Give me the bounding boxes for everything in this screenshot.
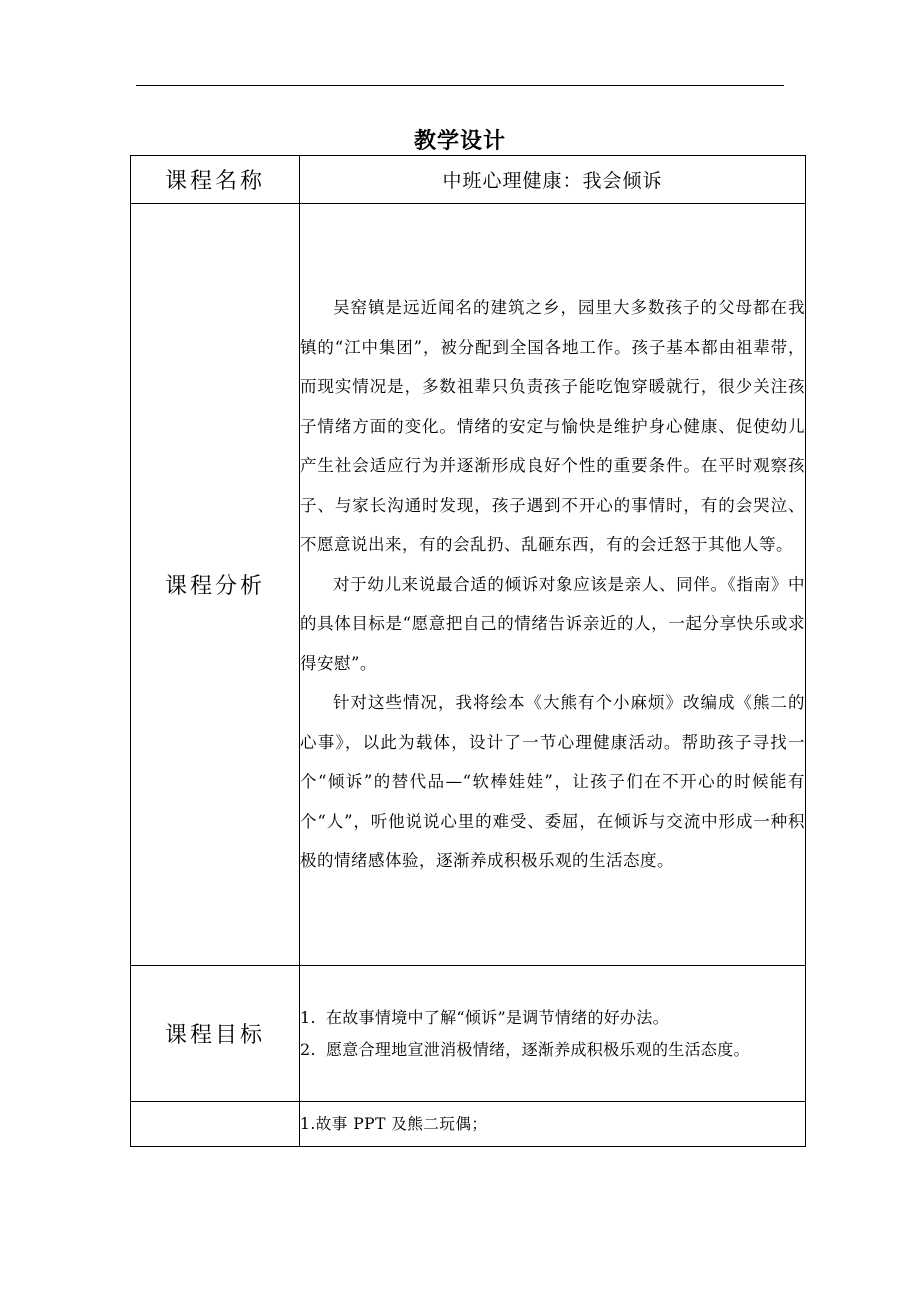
analysis-paragraph: 针对这些情况，我将绘本《大熊有个小麻烦》改编成《熊二的心事》，以此为载体，设计了一节心理健康活动。帮助孩子寻找一个“倾诉”的替代品—“软棒娃娃”，让孩子们在不开心的时候能有个“人”，听他说说心里的难受、委屈，在倾诉与交流中形成一种积极的情绪感体验，逐渐养成积极乐观的生活态度。 <box>300 693 805 871</box>
analysis-paragraph: 对于幼儿来说最合适的倾诉对象应该是亲人、同伴。《指南》中的具体目标是“愿意把自己的情绪告诉亲近的人，一起分享快乐或求得安慰”。 <box>300 574 805 673</box>
goal-number: 2. <box>300 1039 316 1059</box>
analysis-row <box>131 204 806 966</box>
document-title: 教学设计 <box>413 128 506 154</box>
goal-number: 1. <box>300 1007 316 1027</box>
goal-text: 愿意合理地宣泄消极情绪，逐渐养成积极乐观的生活态度。 <box>326 1039 750 1059</box>
preparation-label <box>131 1102 300 1147</box>
preparation-content <box>300 1102 806 1147</box>
analysis-content <box>300 204 806 966</box>
lesson-plan-table <box>130 155 806 1147</box>
course-name-value: 中班心理健康：我会倾诉 <box>300 156 806 204</box>
goals-content <box>300 966 806 1102</box>
goal-item <box>300 1002 805 1034</box>
goals-row <box>131 966 806 1102</box>
goal-text: 在故事情境中了解“倾诉”是调节情绪的好办法。 <box>326 1007 669 1027</box>
course-name-label: 课程名称 <box>131 156 300 204</box>
goal-item <box>300 1034 805 1066</box>
course-name-row <box>131 156 806 204</box>
analysis-paragraph: 吴窑镇是远近闻名的建筑之乡，园里大多数孩子的父母都在我镇的“江中集团”，被分配到全国各地工作。孩子基本都由祖辈带，而现实情况是，多数祖辈只负责孩子能吃饱穿暖就行，很少关注孩子情绪方面的变化。情绪的安定与愉快是维护身心健康、促使幼儿产生社会适应行为并逐渐形成良好个性的重要条件。在平时观察孩子、与家长沟通时发现，孩子遇到不开心的事情时，有的会哭泣、不愿意说出来，有的会乱扔、乱砸东西，有的会迁怒于其他人等。 <box>300 298 805 555</box>
preparation-row <box>131 1102 806 1147</box>
preparation-item: 1.故事 PPT 及熊二玩偶； <box>300 1115 488 1133</box>
analysis-label: 课程分析 <box>131 204 300 966</box>
goals-label: 课程目标 <box>131 966 300 1102</box>
header-rule <box>136 85 784 86</box>
